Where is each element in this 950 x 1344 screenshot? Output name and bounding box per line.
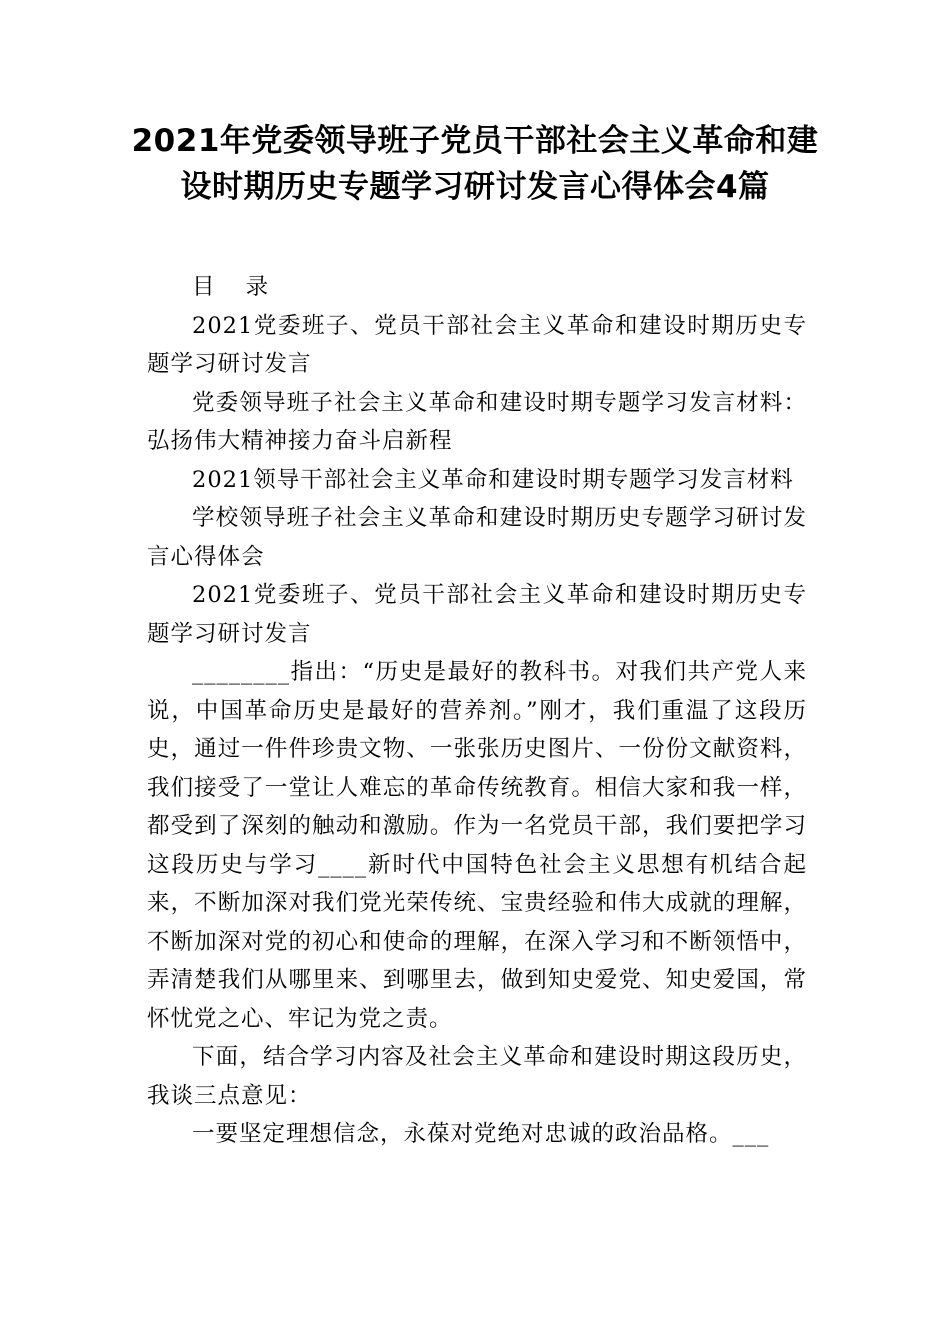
section-heading: 2021党委班子、党员干部社会主义革命和建设时期历史专题学习研讨发言: [147, 582, 807, 647]
document-title: 2021年党委领导班子党员干部社会主义革命和建设时期历史专题学习研讨发言心得体会4篇: [131, 123, 819, 205]
toc-item[interactable]: 2021领导干部社会主义革命和建设时期专题学习发言材料: [192, 466, 794, 493]
document-body: [147, 268, 807, 1154]
body-paragraph: 一要坚定理想信念，永葆对党绝对忠诚的政治品格。___: [192, 1121, 770, 1147]
toc-item[interactable]: 2021党委班子、党员干部社会主义革命和建设时期历史专题学习研讨发言: [147, 312, 807, 377]
toc-item[interactable]: 学校领导班子社会主义革命和建设时期历史专题学习研讨发言心得体会: [147, 505, 807, 570]
body-paragraph: 下面，结合学习内容及社会主义革命和建设时期这段历史，我谈三点意见：: [147, 1044, 807, 1109]
toc-heading: 目 录: [192, 274, 281, 300]
toc-item[interactable]: 党委领导班子社会主义革命和建设时期专题学习发言材料：弘扬伟大精神接力奋斗启新程: [147, 389, 807, 454]
body-paragraph: ________指出：“历史是最好的教科书。对我们共产党人来说，中国革命历史是最好的营养剂。”刚才，我们重温了这段历史，通过一件件珍贵文物、一张张历史图片、一份份文献资料，我们接受了一堂让人难忘的革命传统教育。相信大家和我一样，都受到了深刻的触动和激励。作为一名党员干部，我们要把学习这段历史与学习____新时代中国特色社会主义思想有机结合起来，不断加深对我们党光荣传统、宝贵经验和伟大成就的理解，不断加深对党的初心和使命的理解，在深入学习和不断领悟中，弄清楚我们从哪里来、到哪里去，做到知史爱党、知史爱国，常怀忧党之心、牢记为党之责。: [147, 659, 807, 1032]
